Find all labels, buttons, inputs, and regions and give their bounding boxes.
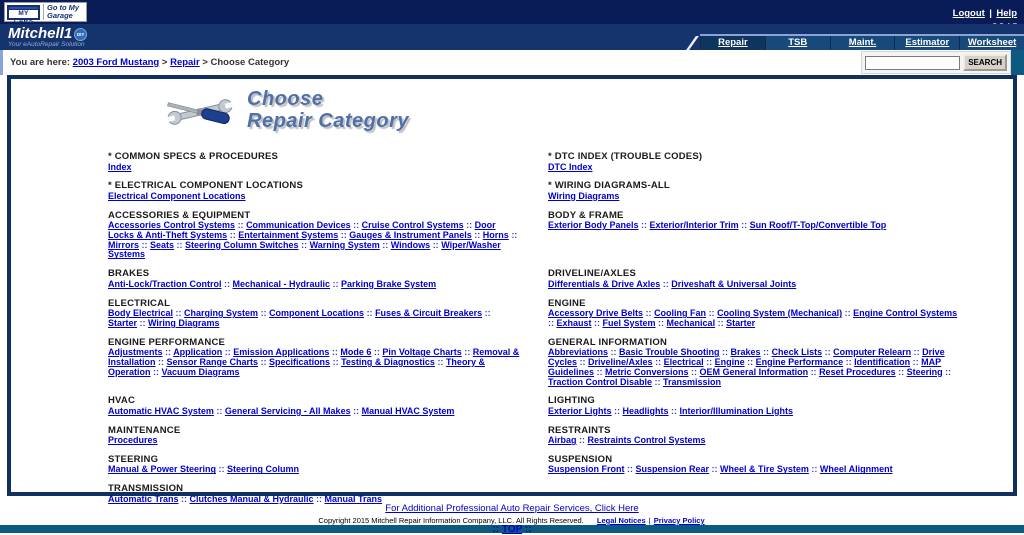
category-rows xyxy=(108,152,993,514)
category-links xyxy=(108,407,522,417)
tab-maint[interactable]: Maint. xyxy=(830,36,895,50)
privacy-policy-link[interactable]: Privacy Policy xyxy=(653,516,705,525)
diagonal-slash-decoration xyxy=(677,36,699,50)
category-link[interactable]: Engine xyxy=(714,356,745,367)
category-link[interactable]: Mechanical xyxy=(666,317,716,328)
category-cell xyxy=(548,455,978,484)
category-link[interactable]: Wheel Alignment xyxy=(819,464,893,475)
category-link[interactable]: Electrical xyxy=(663,356,704,367)
help-link[interactable]: Help xyxy=(996,8,1017,19)
sub-header xyxy=(0,50,1024,75)
license-plate-icon xyxy=(7,5,40,25)
link-separator: :: xyxy=(216,464,228,475)
category-links xyxy=(108,221,522,260)
category-row xyxy=(108,211,993,270)
breadcrumb-repair-link[interactable]: Repair xyxy=(170,57,200,68)
link-separator: :: xyxy=(760,347,772,358)
link-separator: :: xyxy=(942,366,952,377)
legal-links-separator: | xyxy=(648,516,651,525)
category-heading: ACCESSORIES & EQUIPMENT xyxy=(108,209,251,221)
top-suffix: :: xyxy=(524,524,532,535)
link-separator: :: xyxy=(471,229,483,240)
additional-services-link[interactable]: For Additional Professional Auto Repair Services, Click Here xyxy=(385,503,639,514)
category-cell xyxy=(108,299,548,338)
category-link[interactable]: Driveshaft & Universal Joints xyxy=(671,278,797,289)
category-heading: * COMMON SPECS & PROCEDURES xyxy=(108,151,279,162)
category-cell xyxy=(548,152,978,181)
legal-notices-link[interactable]: Legal Notices xyxy=(596,516,646,525)
category-link[interactable]: Cooling Fan xyxy=(654,308,707,319)
link-separator: :: xyxy=(910,356,922,367)
category-link[interactable]: Steering Column xyxy=(227,464,300,475)
category-links xyxy=(548,348,964,387)
category-heading: * ELECTRICAL COMPONENT LOCATIONS xyxy=(108,180,303,192)
plate-text: MY CARS xyxy=(13,9,34,25)
category-heading: STEERING xyxy=(108,453,159,465)
page-title-line1: Choose xyxy=(247,88,324,110)
category-link[interactable]: Exterior Body Panels xyxy=(548,220,639,231)
top-bar xyxy=(0,0,1024,24)
category-link[interactable]: Warning System xyxy=(309,239,380,250)
link-separator: :: xyxy=(638,220,650,231)
category-link[interactable]: Electrical Component Locations xyxy=(108,190,246,201)
link-separator: :: xyxy=(688,366,700,377)
breadcrumb-separator: > xyxy=(202,57,208,68)
copyright-text: Copyright 2015 Mitchell Repair Information Company, LLC. All Rights Reserved. xyxy=(318,516,584,525)
category-cell xyxy=(108,338,548,397)
link-separator: :: xyxy=(379,239,391,250)
left-accent-sliver xyxy=(0,50,3,75)
category-link[interactable]: Restraints Control Systems xyxy=(587,435,706,446)
link-separator: :: xyxy=(434,356,446,367)
category-link[interactable]: Traction Control Disable xyxy=(548,376,653,387)
link-separator: :: xyxy=(221,278,233,289)
page-title-line2: Repair Category xyxy=(247,110,409,132)
category-link[interactable]: Application xyxy=(173,347,223,358)
category-link[interactable]: Anti-Lock/Traction Control xyxy=(108,278,222,289)
category-link[interactable]: Mode 6 xyxy=(340,347,372,358)
link-separator: :: xyxy=(808,464,820,475)
category-link[interactable]: Exterior Lights xyxy=(548,405,612,416)
category-cell xyxy=(548,269,978,298)
category-link[interactable]: OEM General Information xyxy=(699,366,809,377)
page-title xyxy=(247,88,409,132)
crossed-tools-icon xyxy=(163,88,237,136)
link-separator: :: xyxy=(576,435,588,446)
link-separator: :: xyxy=(162,347,174,358)
category-link[interactable]: Communication Devices xyxy=(246,220,351,231)
category-link[interactable]: Suspension Rear xyxy=(635,464,710,475)
link-separator: :: xyxy=(330,278,342,289)
category-link[interactable]: Clutches Manual & Hydraulic xyxy=(189,493,314,504)
breadcrumb-current: Choose Category xyxy=(210,57,290,68)
category-links xyxy=(548,221,964,231)
link-separator: :: xyxy=(313,493,325,504)
category-heading: * WIRING DIAGRAMS-ALL xyxy=(548,180,670,192)
category-link[interactable]: Transmission xyxy=(663,376,722,387)
category-link[interactable]: Computer Relearn xyxy=(833,347,912,358)
breadcrumb-prefix: You are here: xyxy=(10,57,71,68)
garage-button-label: Go to My Garage xyxy=(43,4,83,20)
category-link[interactable]: Abbreviations xyxy=(548,347,609,358)
category-link[interactable]: Door Locks & Anti-Theft Systems xyxy=(108,220,496,240)
category-link[interactable]: Identification xyxy=(854,356,911,367)
category-heading: LIGHTING xyxy=(548,395,595,407)
category-link[interactable]: Charging System xyxy=(184,308,259,319)
category-links xyxy=(108,280,522,290)
search-button[interactable]: SEARCH xyxy=(963,54,1007,71)
category-cell xyxy=(548,211,978,270)
category-link[interactable]: Brakes xyxy=(730,347,761,358)
category-cell xyxy=(108,269,548,298)
category-link[interactable]: Wiring Diagrams xyxy=(548,190,620,201)
category-link[interactable]: Engine Control Systems xyxy=(853,308,958,319)
category-link[interactable]: MAP Guidelines xyxy=(548,356,942,377)
link-separator: :: xyxy=(744,356,756,367)
category-link[interactable]: General Servicing - All Makes xyxy=(224,405,351,416)
link-separator: :: xyxy=(706,308,718,319)
category-link[interactable]: Wiring Diagrams xyxy=(148,317,220,328)
link-separator: :: xyxy=(608,347,620,358)
tab-estimator[interactable]: Estimator xyxy=(894,36,959,50)
link-separator: :: xyxy=(482,308,491,319)
link-separator: :: xyxy=(577,356,589,367)
category-link[interactable]: Index xyxy=(108,161,132,172)
mitchell1-logo xyxy=(8,25,87,48)
category-cell xyxy=(108,211,548,270)
category-link[interactable]: Interior/Illumination Lights xyxy=(679,405,794,416)
link-separator: :: xyxy=(222,347,234,358)
category-link[interactable]: Procedures xyxy=(108,435,158,446)
link-separator: :: xyxy=(150,366,162,377)
tab-worksheet[interactable]: Worksheet xyxy=(959,36,1024,50)
category-link[interactable]: Entertainment Systems xyxy=(238,229,339,240)
link-separator: :: xyxy=(843,356,855,367)
link-separator: :: xyxy=(808,366,820,377)
category-cell xyxy=(548,299,978,338)
link-separator: :: xyxy=(235,220,247,231)
category-link[interactable]: Engine Performance xyxy=(755,356,844,367)
link-separator: :: xyxy=(155,356,167,367)
link-separator: :: xyxy=(364,308,376,319)
link-separator: :: xyxy=(703,356,715,367)
link-separator: :: xyxy=(258,356,270,367)
category-heading: SUSPENSION xyxy=(548,453,613,465)
category-links xyxy=(108,436,522,446)
link-separator: :: xyxy=(350,220,362,231)
category-link[interactable]: Seats xyxy=(150,239,175,250)
category-links xyxy=(108,348,522,377)
category-row xyxy=(108,181,993,210)
category-links xyxy=(548,436,964,446)
link-separator: :: xyxy=(463,220,475,231)
category-link[interactable]: Mechanical - Hydraulic xyxy=(232,278,331,289)
category-link[interactable]: Pin Voltage Charts xyxy=(382,347,462,358)
category-link[interactable]: Steering Column Switches xyxy=(185,239,299,250)
category-row xyxy=(108,269,993,298)
top-prefix: :: xyxy=(492,524,500,535)
link-separator: :: xyxy=(371,347,383,358)
category-link[interactable]: Horns xyxy=(482,229,509,240)
category-cell xyxy=(108,426,548,455)
category-heading: HVAC xyxy=(108,395,136,407)
top-link[interactable]: TOP xyxy=(501,524,523,535)
category-heading: TRANSMISSION xyxy=(108,483,184,495)
category-link[interactable]: Exterior/Interior Trim xyxy=(649,220,739,231)
category-heading: * DTC INDEX (TROUBLE CODES) xyxy=(548,151,703,162)
category-links xyxy=(548,309,964,329)
category-cell xyxy=(108,396,548,425)
link-separator: :: xyxy=(895,366,907,377)
breadcrumb-vehicle-link[interactable]: 2003 Ford Mustang xyxy=(72,57,160,68)
category-heading: BRAKES xyxy=(108,268,150,280)
link-separator: :: xyxy=(548,317,557,328)
category-links xyxy=(108,309,522,329)
category-link[interactable]: Sun Roof/T-Top/Convertible Top xyxy=(749,220,887,231)
category-heading: RESTRAINTS xyxy=(548,424,611,436)
category-links xyxy=(108,192,522,202)
category-link[interactable]: Removal & Installation xyxy=(108,347,520,367)
category-link[interactable]: Reset Procedures xyxy=(819,366,896,377)
category-link[interactable]: Automatic HVAC System xyxy=(108,405,214,416)
link-separator: :: xyxy=(227,229,239,240)
category-heading: MAINTENANCE xyxy=(108,424,181,436)
category-link[interactable]: Cooling System (Mechanical) xyxy=(717,308,843,319)
category-links xyxy=(108,163,522,173)
link-separator: :: xyxy=(461,347,473,358)
link-separator: :: xyxy=(668,405,680,416)
category-heading: BODY & FRAME xyxy=(548,209,624,221)
category-link[interactable]: Manual HVAC System xyxy=(361,405,455,416)
link-separator: :: xyxy=(822,347,834,358)
breadcrumb-separator: > xyxy=(161,57,168,68)
category-link[interactable]: Parking Brake System xyxy=(341,278,437,289)
category-links xyxy=(548,192,964,202)
link-separator: :: xyxy=(738,220,750,231)
category-link[interactable]: Theory & Operation xyxy=(108,356,485,377)
content-box xyxy=(7,75,1017,504)
go-to-my-garage-button[interactable] xyxy=(4,2,87,25)
category-link[interactable]: Sensor Range Charts xyxy=(166,356,259,367)
category-link[interactable]: Steering xyxy=(906,366,943,377)
link-separator: :: xyxy=(350,405,362,416)
category-link[interactable]: Fuses & Circuit Breakers xyxy=(375,308,483,319)
link-separator: :: xyxy=(911,347,923,358)
category-row xyxy=(108,152,993,181)
category-link[interactable]: Accessories Control Systems xyxy=(108,220,236,231)
category-link[interactable]: Wiper/Washer Systems xyxy=(108,239,501,260)
link-separator: :: xyxy=(842,308,854,319)
category-links xyxy=(548,465,964,475)
tab-tsb[interactable]: TSB xyxy=(765,36,830,50)
category-link[interactable]: Check Lists xyxy=(771,347,823,358)
link-separator: :: xyxy=(330,356,342,367)
link-separator: :: xyxy=(652,376,664,387)
category-link[interactable]: Starter xyxy=(108,317,138,328)
link-separator: :: xyxy=(594,366,606,377)
link-separator: :: xyxy=(715,317,727,328)
category-links xyxy=(548,407,964,417)
link-separator: :: xyxy=(508,229,518,240)
category-link[interactable]: Automatic Trans xyxy=(108,493,179,504)
logo-bar xyxy=(0,24,1024,50)
link-separator: :: xyxy=(137,317,149,328)
category-links xyxy=(548,280,964,290)
category-link[interactable]: Drive Cycles xyxy=(548,347,945,367)
link-separator: :: xyxy=(655,317,667,328)
category-link[interactable]: Vacuum Diagrams xyxy=(161,366,240,377)
category-link[interactable]: Exhaust xyxy=(556,317,592,328)
category-row xyxy=(108,396,993,425)
category-links xyxy=(548,163,964,173)
logo-tagline: Your eAutoRepair Solution xyxy=(8,41,85,48)
tab-repair[interactable]: Repair xyxy=(700,36,765,50)
category-link[interactable]: Windows xyxy=(390,239,431,250)
category-heading: ELECTRICAL xyxy=(108,297,171,309)
category-link[interactable]: Body Electrical xyxy=(108,308,174,319)
teal-corner-decoration xyxy=(1011,50,1024,75)
category-link[interactable]: Wheel & Tire System xyxy=(720,464,809,475)
category-link[interactable]: Accessory Drive Belts xyxy=(548,308,644,319)
link-separator: :: xyxy=(178,493,190,504)
diy-badge-icon: DIY xyxy=(74,28,87,41)
category-link[interactable]: Fuel System xyxy=(602,317,656,328)
category-row xyxy=(108,455,993,484)
link-separator: :: xyxy=(173,308,185,319)
category-link[interactable]: Mirrors xyxy=(108,239,140,250)
link-separator: :: xyxy=(258,308,270,319)
category-link[interactable]: Metric Conversions xyxy=(605,366,689,377)
category-cell xyxy=(548,181,978,210)
category-link[interactable]: Specifications xyxy=(269,356,331,367)
link-separator: :: xyxy=(213,405,225,416)
link-separator: :: xyxy=(719,347,731,358)
link-separator: :: xyxy=(174,239,186,250)
link-separator: :: xyxy=(139,239,151,250)
title-row xyxy=(163,88,1013,140)
category-cell xyxy=(108,455,548,484)
category-cell xyxy=(548,338,978,397)
link-separator: :: xyxy=(652,356,664,367)
link-separator: :: xyxy=(709,464,721,475)
category-link[interactable]: Emission Applications xyxy=(233,347,330,358)
category-heading: ENGINE PERFORMANCE xyxy=(108,336,226,348)
tab-bar xyxy=(700,34,1024,50)
category-link[interactable]: Testing & Diagnostics xyxy=(341,356,435,367)
category-cell xyxy=(108,152,548,181)
link-separator: :: xyxy=(591,317,603,328)
category-cell xyxy=(108,181,548,210)
category-link[interactable]: Suspension Front xyxy=(548,464,625,475)
category-cell xyxy=(548,396,978,425)
search-input[interactable] xyxy=(865,56,960,70)
category-links xyxy=(108,465,522,475)
link-separator: :: xyxy=(660,278,672,289)
category-heading: DRIVELINE/AXLES xyxy=(548,268,636,280)
category-link[interactable]: DTC Index xyxy=(548,161,593,172)
search-panel xyxy=(861,51,1011,74)
link-separator: :: xyxy=(430,239,442,250)
category-row xyxy=(108,426,993,455)
logout-link[interactable]: Logout xyxy=(952,8,985,19)
category-cell xyxy=(548,426,978,455)
category-row xyxy=(108,299,993,338)
category-link[interactable]: Starter xyxy=(726,317,756,328)
auth-links xyxy=(953,0,1024,24)
link-separator: :: xyxy=(338,229,350,240)
category-link[interactable]: Manual Trans xyxy=(324,493,383,504)
category-heading: GENERAL INFORMATION xyxy=(548,336,668,348)
category-heading: ENGINE xyxy=(548,297,586,309)
category-link[interactable]: Cruise Control Systems xyxy=(361,220,464,231)
link-separator: :: xyxy=(611,405,623,416)
category-link[interactable]: Basic Trouble Shooting xyxy=(619,347,720,358)
category-link[interactable]: Airbag xyxy=(548,435,577,446)
category-link[interactable]: Manual & Power Steering xyxy=(108,464,217,475)
link-separator: :: xyxy=(298,239,310,250)
category-link[interactable]: Headlights xyxy=(622,405,669,416)
link-separator: :: xyxy=(329,347,341,358)
link-separator: :: xyxy=(643,308,655,319)
auth-separator: | xyxy=(989,8,992,19)
link-separator: :: xyxy=(624,464,636,475)
category-row xyxy=(108,338,993,397)
category-link[interactable]: Gauges & Instrument Panels xyxy=(349,229,472,240)
category-link[interactable]: Component Locations xyxy=(269,308,365,319)
category-link[interactable]: Driveline/Axles xyxy=(588,356,653,367)
category-link[interactable]: Adjustments xyxy=(108,347,163,358)
logo-text: Mitchell1 xyxy=(8,25,73,42)
category-link[interactable]: Differentials & Drive Axles xyxy=(548,278,661,289)
